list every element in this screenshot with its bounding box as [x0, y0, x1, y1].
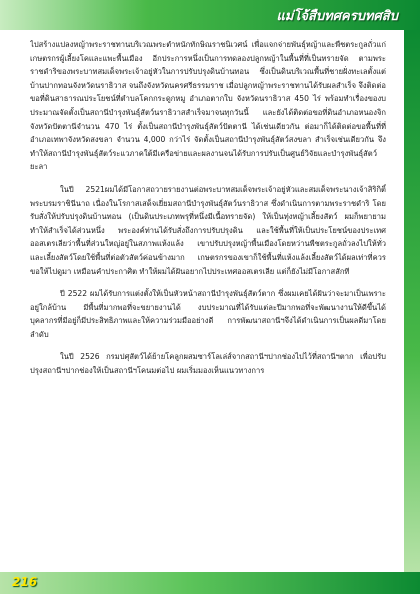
paragraph-3: ปี 2522 ผมได้รับการแต่งตั้งให้เป็นหัวหน้าสถานีบำรุงพันธุ์สัตว์ตาก ซึ่งผมเคยได้ฝันว่าจะมาเป็นเพราะอยู่ใกล้บ้าน มีพื้นที่มากพอที่จะขยายงานได้ งบประมาณที่ได้รับแต่ละปีมากพอที่จะพัฒนางานให้ดีขึ้นได้ บุคลากรที่มีอยู่ก็มีประสิทธิภาพและให้ความร่วมมืออย่างดี การพัฒนาสถานีฯจึงได้ดำเนินการเป็นผลดีมาโดยลำดับ [30, 289, 386, 339]
running-header-title: แม่โจ้สืบทศครบทศสิบ [276, 9, 398, 24]
paragraph-2: ในปี 2521ผมได้มีโอกาสถวายรายงานต่อพระบาทสมเด็จพระเจ้าอยู่หัวและสมเด็จพระนางเจ้าสิริกิติ์พระบรมราชินีนาถ เนื่องในโรกาสเสด็จเยี่ยมสถานีบำรุงพันธุ์สัตว์นราธิวาส ซึ่งดำเนินการตามพระราชดำริ โดยรับสั่งให้ปรับปรุงดินบ้านทอน (เป็นดินประเภทพรุที่หนึ่งมีเนื้อทรายจัด) ให้เป็นทุ่งหญ้าเลี้ยงสัตว์ ผมก็พยายามทำให้สำเร็จได้ส่วนหนึ่ง พระองค์ท่านได้รับสั่งถึงการปรับปรุงดิน และใช้พื้นที่ให้เป็นประโยชน์ของประเทศออสเตรเลียว่าพื้นที่ส่วนใหญ่อยู่ในสภาพแห้งแล้ง เขาปรับปรุงหญ้าพื้นเมืองโดยหว่านพืชตระกูลถั่วลงไปให้ทั่ว และเลี้ยงสัตว์โดยใช้พื้นที่ต่อตัวสัตว์ค่อนข้างมาก เกษตรกรของเขาก็ใช้พื้นที่แห้งแล้งเลี้ยงสัตว์ได้ผลเท่าที่ควร ขอให้ไปดูมา เหมือนคำประกาศิต ทำให้ผมได้ฝันอยากไปประเทศออสเตรเลีย แต่ก็ยังไม่มีโอกาสสักที [30, 184, 386, 276]
page-body [30, 38, 386, 568]
footer-band [0, 572, 420, 594]
paragraph-4: ในปี 2526 กรมปศุสัตว์ได้ย้ายโคลูกผสมซาร์โลเล่ส์จากสถานีฯปากช่องไปไว้ที่สถานีฯตาก เพื่อปรับปรุงสถานีฯปากช่องให้เป็นสถานีฯโคนมต่อไป ผมเริ่มมองเห็นแนวทางการ [30, 352, 386, 376]
paragraph-1: ไปสร้างแปลงหญ้าพระราชทานบริเวณพระตำหนักทักษิณราชนิเวศน์ เพื่อแจกจ่ายพันธุ์หญ้าและพืชตระกูลถั่วแก่เกษตรกรผู้เลี้ยงโคและแพะพื้นเมือง อีกประการหนึ่งเป็นการทดลองปลูกหญ้าในพื้นที่ที่เป็นทรายจัด ตามพระราชดำริของพระบาทสมเด็จพระเจ้าอยู่หัวในการปรับปรุงดินบ้านทอน ซึ่งเป็นดินบริเวณพื้นที่ชายฝั่งทะเลตั้งแต่บ้านปากทอนจังหวัดนราธิวาส จนถึงจังหวัดนครศรีธรรมราช เมื่อปลูกหญ้าพระราชทานได้รับผลสำเร็จ จึงติดต่อขอที่ดินสาธารณประโยชน์ที่ตำบลโคกกระดูกหมู อำเภอตากใบ จังหวัดนราธิวาส 450 ไร่ พร้อมทำเรื่องของบประมาณจัดตั้งเป็นสถานีบำรุงพันธุ์สัตว์นราธิวาสสำเร็จมาจนทุกวันนี้ และยังได้ติดต่อขอที่ดินอำเภอหนองจิก จังหวัดปัตตานีจำนวน 470 ไร่ ตั้งเป็นสถานีบำรุงพันธุ์สัตว์ปัตตานี ได้เช่นเดียวกัน ต่อมาก็ได้ติดต่อขอพื้นที่ที่อำเภอเทพาจังหวัดสงขลา จำนวน 4,000 กว่าไร่ จัดตั้งเป็นสถานีบำรุงพันธุ์สัตว์สงขลา สำเร็จเช่นเดียวกัน จึงทำให้สถานีบำรุงพันธุ์สัตว์ระแวภาคใต้มีเครือข่ายและผลงานจนได้รับการปรับเป็นศูนย์วิจัยและบำรุงพันธุ์สัตว์ยะลา [30, 40, 386, 172]
page-number: 216 [12, 575, 38, 589]
side-decoration-bar [404, 30, 420, 572]
